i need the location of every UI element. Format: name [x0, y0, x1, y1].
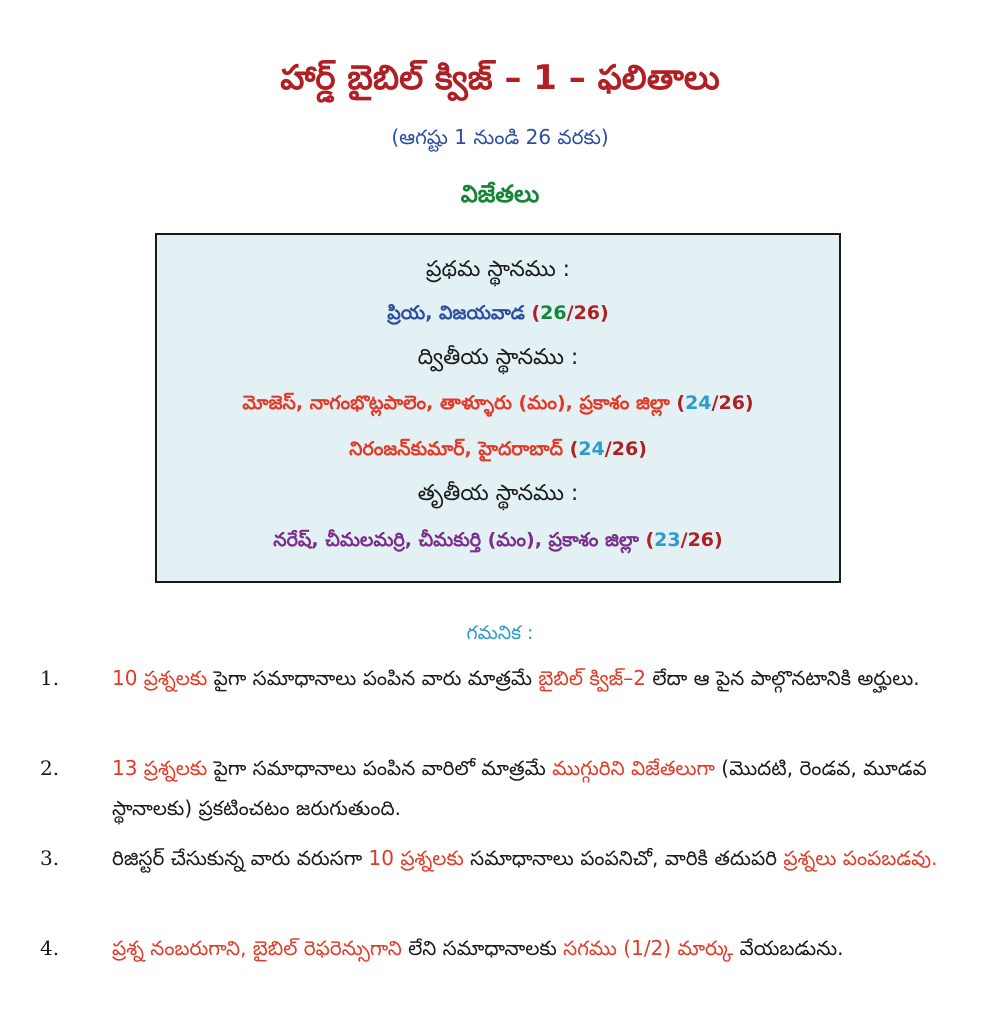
winner-name: మోజెస్, నాగంభొట్లపాలెం, తాళ్ళూరు (మం), ప్రకాశం జిల్లా: [242, 392, 670, 414]
winner-score-total: 26: [718, 392, 745, 414]
page-title: హార్డ్ బైబిల్ క్విజ్ – 1 – ఫలితాలు: [280, 58, 720, 98]
winner-name: నరేష్, చీమలమర్రి, చీమకుర్తి (మం), ప్రకాశం జిల్లా: [273, 529, 639, 551]
winners-box: [155, 233, 841, 583]
note-number: 3.: [40, 846, 60, 870]
winner-name: నిరంజన్‌కుమార్, హైదరాబాద్: [349, 438, 564, 460]
note-text: 13 ప్రశ్నలకు పైగా సమాధానాలు పంపిన వారిలో మాత్రమే ముగ్గురిని విజేతలుగా (మొదటి, రెండవ, మూడవ స్థానాలకు) ప్రకటించటం జరుగుతుంది.: [112, 756, 927, 820]
notes-heading: గమనిక :: [466, 622, 534, 644]
date-range: (ఆగష్టు 1 నుండి 26 వరకు): [391, 125, 609, 149]
note-text: 10 ప్రశ్నలకు పైగా సమాధానాలు పంపిన వారు మాత్రమే బైబిల్ క్విజ్–2 లేదా ఆ పైన పాల్గొనటానికి అర్హులు.: [112, 666, 920, 690]
note-item-4: [40, 928, 970, 968]
note-number: 4.: [40, 936, 60, 960]
winner-score: 24: [685, 392, 712, 414]
note-item-2: [40, 748, 970, 828]
first-place-winner: ప్రియ, విజయవాడ (26/26): [387, 302, 609, 324]
winners-heading: విజేతలు: [460, 180, 540, 208]
note-text: ప్రశ్న నంబరుగాని, బైబిల్ రెఫరెన్సుగాని లేని సమాధానాలకు సగము (1/2) మార్కు వేయబడును.: [112, 936, 844, 960]
winner-name: ప్రియ, విజయవాడ: [387, 302, 525, 324]
third-place-label: తృతీయ స్థానము :: [417, 481, 579, 506]
winner-score: 24: [578, 438, 605, 460]
second-place-winner-2: నిరంజన్‌కుమార్, హైదరాబాద్ (24/26): [349, 438, 647, 460]
winner-score-total: 26: [687, 529, 715, 551]
winner-score-total: 26: [573, 302, 601, 324]
second-place-label: ద్వితీయ స్థానము :: [417, 345, 579, 370]
winner-score: 26: [540, 302, 567, 324]
first-place-label: ప్రథమ స్థానము :: [425, 257, 571, 282]
second-place-winner-1: మోజెస్, నాగంభొట్లపాలెం, తాళ్ళూరు (మం), ప్రకాశం జిల్లా (24/26): [242, 392, 754, 414]
note-text: రిజిస్టర్ చేసుకున్న వారు వరుసగా 10 ప్రశ్నలకు సమాధానాలు పంపనిచో, వారికి తదుపరి ప్రశ్నలు పంపబడవు.: [112, 846, 938, 870]
winner-score-total: 26: [611, 438, 639, 460]
note-number: 1.: [40, 666, 60, 690]
note-number: 2.: [40, 756, 60, 780]
note-item-1: [40, 658, 970, 698]
winner-score: 23: [654, 529, 681, 551]
note-item-3: [40, 838, 970, 878]
third-place-winner: నరేష్, చీమలమర్రి, చీమకుర్తి (మం), ప్రకాశం జిల్లా (23/26): [273, 529, 723, 551]
